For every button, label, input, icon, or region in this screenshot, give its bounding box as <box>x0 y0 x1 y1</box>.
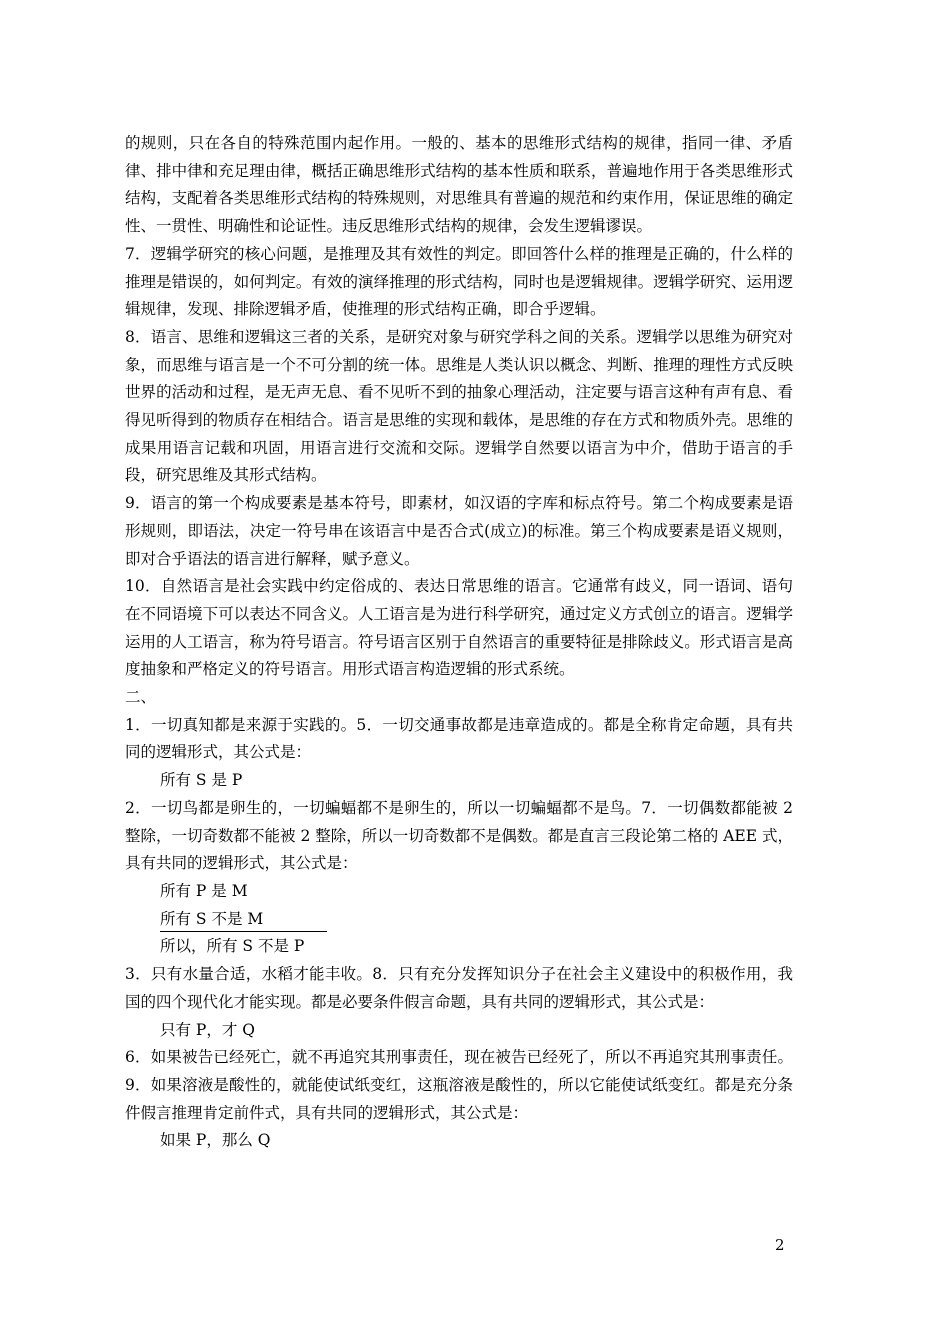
paragraph-9: 9．语言的第一个构成要素是基本符号，即素材，如汉语的字库和标点符号。第二个构成要素是语形规则，即语法，决定一符号串在该语言中是否合式(成立)的标准。第三个构成要素是语义规则，即对合乎语法的语言进行解释，赋予意义。 <box>125 494 793 568</box>
formula-2-minor-premise-text: 所有 S 不是 M <box>160 907 327 932</box>
formula-3: 只有 P，才 Q <box>160 1020 255 1039</box>
question-3: 3．只有水量合适，水稻才能丰收。8．只有充分发挥知识分子在社会主义建设中的积极作用，我国的四个现代化才能实现。都是必要条件假言命题，具有共同的逻辑形式，其公式是： <box>125 965 793 1011</box>
page-content <box>125 130 793 1155</box>
formula-2-minor-premise <box>125 906 793 934</box>
question-6: 6．如果被告已经死亡，就不再追究其刑事责任，现在被告已经死了，所以不再追究其刑事责任。9．如果溶液是酸性的，就能使试纸变红，这瓶溶液是酸性的，所以它能使试纸变红。都是充分条件假言推理肯定前件式，具有共同的逻辑形式，其公式是： <box>125 1048 793 1122</box>
section-heading-2: 二、 <box>125 688 157 707</box>
paragraph-8: 8．语言、思维和逻辑这三者的关系，是研究对象与研究学科之间的关系。逻辑学以思维为研究对象，而思维与语言是一个不可分割的统一体。思维是人类认识以概念、判断、推理的理性方式反映世界的活动和过程，是无声无息、看不见听不到的抽象心理活动，注定要与语言这种有声有息、看得见听得到的物质存在相结合。语言是思维的实现和载体，是思维的存在方式和物质外壳。思维的成果用语言记载和巩固，用语言进行交流和交际。逻辑学自然要以语言为中介，借助于语言的手段，研究思维及其形式结构。 <box>125 327 793 485</box>
paragraph-10: 10．自然语言是社会实践中约定俗成的、表达日常思维的语言。它通常有歧义，同一语词、语句在不同语境下可以表达不同含义。人工语言是为进行科学研究，通过定义方式创立的语言。逻辑学运用的人工语言，称为符号语言。符号语言区别于自然语言的重要特征是排除歧义。形式语言是高度抽象和严格定义的符号语言。用形式语言构造逻辑的形式系统。 <box>125 577 793 679</box>
question-1: 1．一切真知都是来源于实践的。5．一切交通事故都是违章造成的。都是全称肯定命题，具有共同的逻辑形式，其公式是： <box>125 715 793 762</box>
formula-6: 如果 P，那么 Q <box>160 1131 271 1150</box>
paragraph-7: 7．逻辑学研究的核心问题，是推理及其有效性的判定。即回答什么样的推理是正确的，什么样的推理是错误的，如何判定。有效的演绎推理的形式结构，同时也是逻辑规律。逻辑学研究、运用逻辑规律，发现、排除逻辑矛盾，使推理的形式结构正确，即合乎逻辑。 <box>125 244 793 319</box>
formula-2-major-premise: 所有 P 是 M <box>160 881 248 900</box>
formula-1: 所有 S 是 P <box>160 771 243 790</box>
paragraph-continued: 的规则，只在各自的特殊范围内起作用。一般的、基本的思维形式结构的规律，指同一律、矛盾律、排中律和充足理由律，概括正确思维形式结构的基本性质和联系，普遍地作用于各类思维形式结构，支配着各类思维形式结构的特殊规则，对思维具有普遍的规范和约束作用，保证思维的确定性、一贯性、明确性和论证性。违反思维形式结构的规律，会发生逻辑谬误。 <box>125 134 793 236</box>
question-2: 2．一切鸟都是卵生的，一切蝙蝠都不是卵生的，所以一切蝙蝠都不是鸟。7．一切偶数都能被 2 整除，一切奇数都不能被 2 整除，所以一切奇数都不是偶数。都是直言三段论第二格的 AEE 式，具有共同的逻辑形式，其公式是： <box>125 798 793 873</box>
page-number: 2 <box>775 1236 785 1254</box>
formula-2-conclusion: 所以，所有 S 不是 P <box>160 937 305 956</box>
